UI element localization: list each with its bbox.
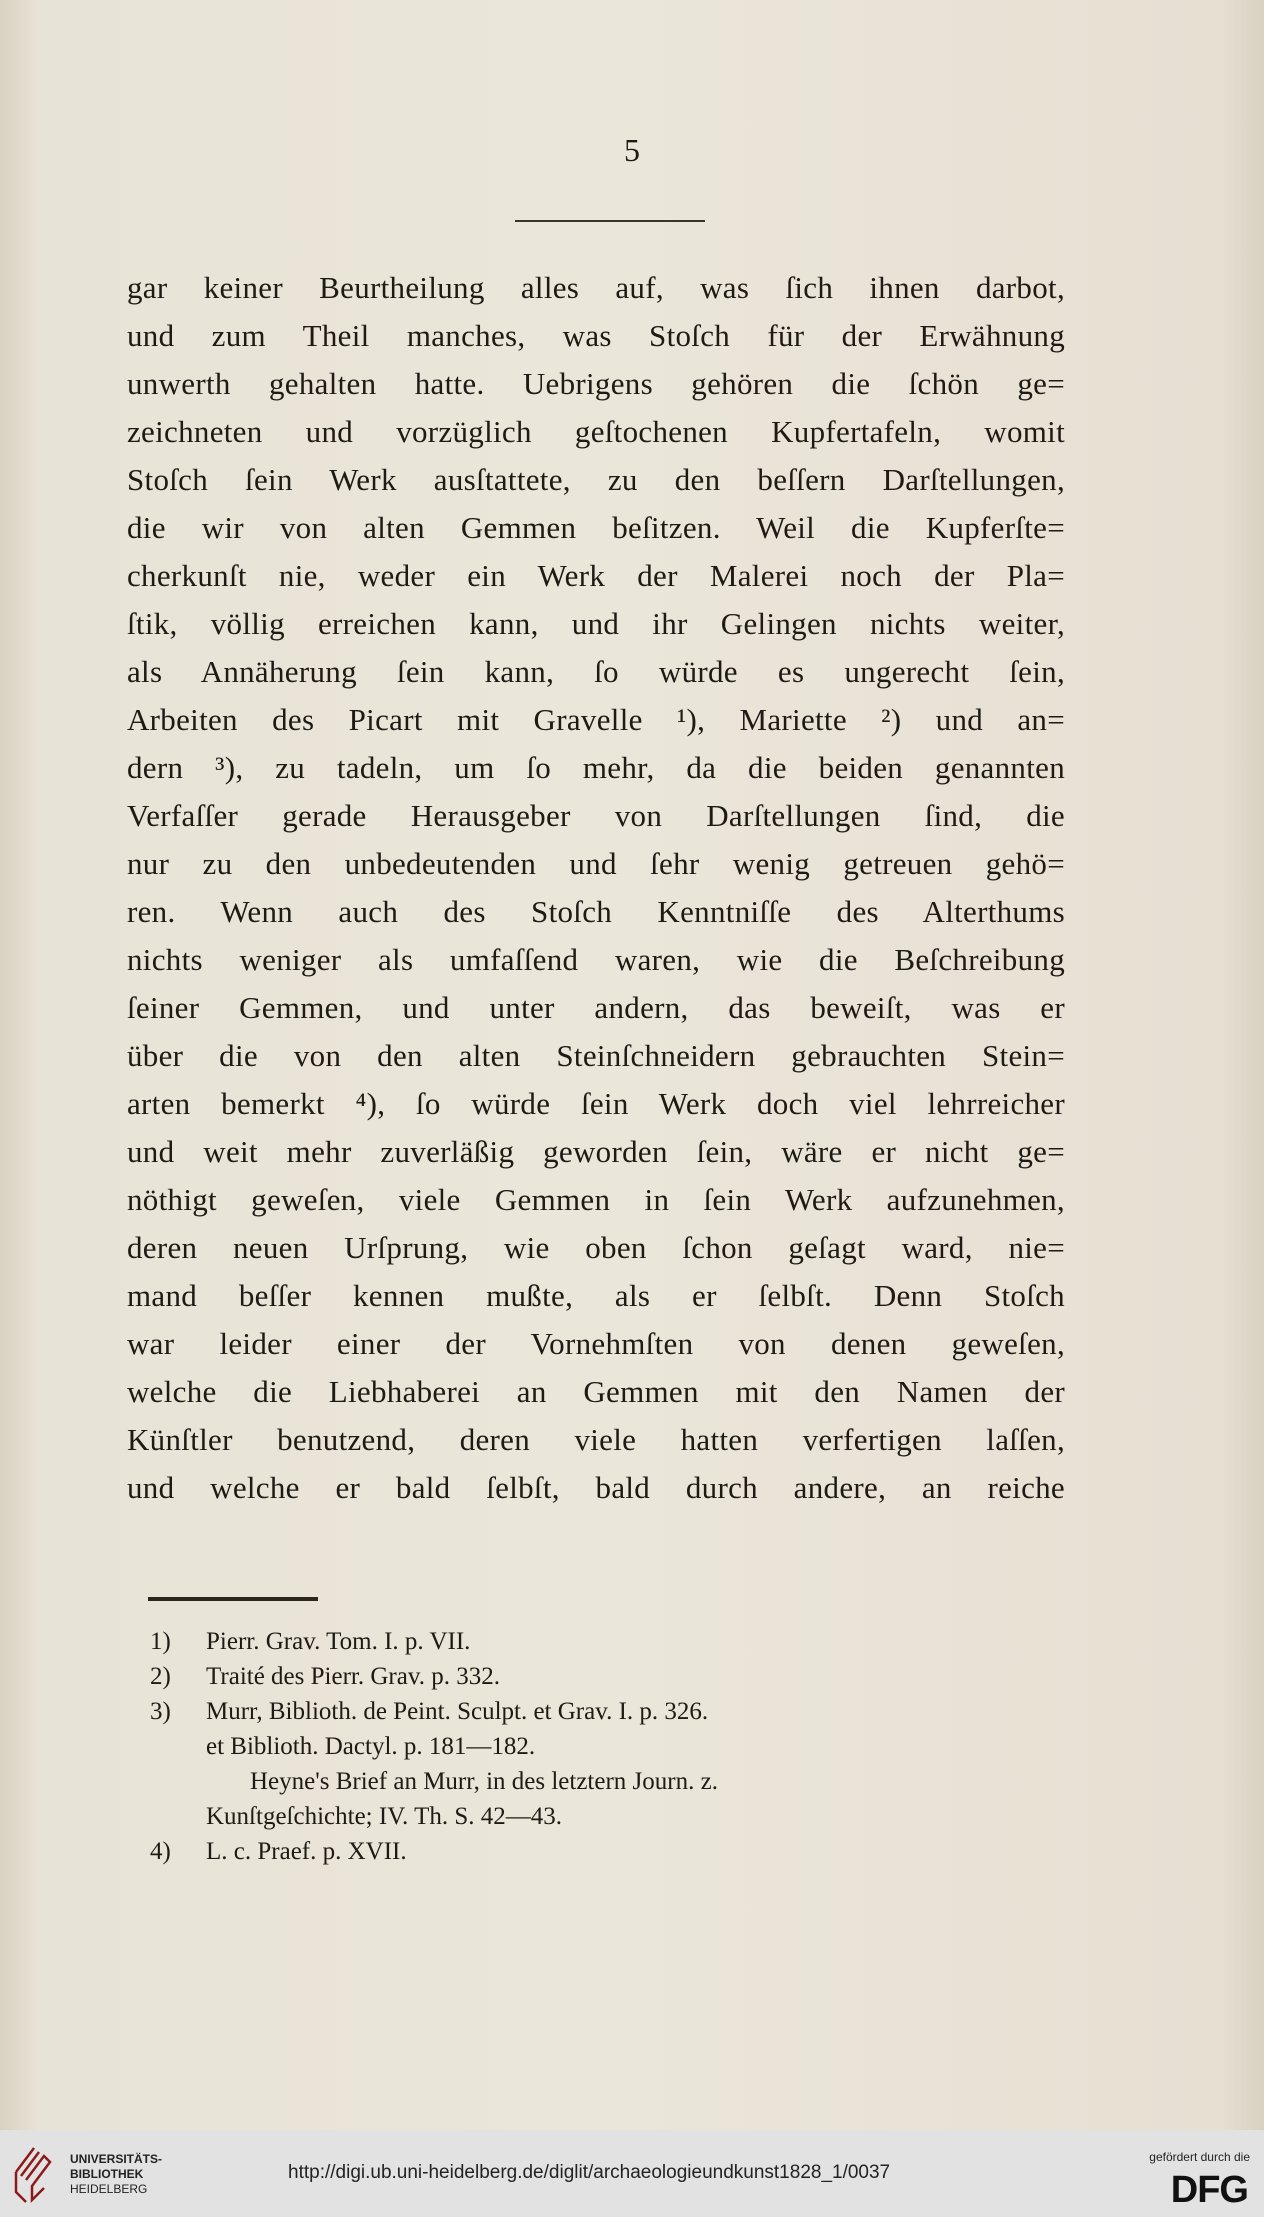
footnote-text: Pierr. Grav. Tom. I. p. VII. [206,1628,471,1655]
body-text [127,264,1065,1512]
text-line: welche die Liebhaberei an Gemmen mit den Namen der [127,1374,1065,1409]
footer-bar [0,2130,1264,2217]
text-line: über die von den alten Steinſchneidern gebrauchten Stein= [127,1038,1065,1073]
footnote-continuation [150,1729,1050,1764]
text-line: Stoſch ſein Werk ausſtattete, zu den beſſern Darſtellungen, [127,462,1065,497]
footnote-text: Murr, Biblioth. de Peint. Sculpt. et Grav. I. p. 326. [206,1698,709,1725]
text-line: nichts weniger als umfaſſend waren, wie die Beſchreibung [127,942,1065,977]
text-line: und zum Theil manches, was Stoſch für der Erwähnung [127,318,1065,353]
footnote-rule [148,1597,318,1601]
footnote-number: 1) [150,1628,171,1655]
page-url[interactable]: http://digi.ub.uni-heidelberg.de/diglit/archaeologieundkunst1828_1/0037 [288,2162,891,2183]
footnote-continuation [150,1799,1050,1834]
funded-by-label: gefördert durch die [1149,2150,1250,2164]
text-line: die wir von alten Gemmen beſitzen. Weil die Kupferſte= [127,510,1065,545]
library-name-line: UNIVERSITÄTS- [70,2152,163,2166]
footnote-continuation [150,1764,1050,1799]
text-line: arten bemerkt ⁴), ſo würde ſein Werk doch viel lehrreicher [127,1086,1065,1121]
footnote-text: Traité des Pierr. Grav. p. 332. [206,1663,500,1690]
text-line: und welche er bald ſelbſt, bald durch andere, an reiche [127,1470,1065,1505]
text-line: deren neuen Urſprung, wie oben ſchon geſagt ward, nie= [127,1230,1065,1265]
text-line: zeichneten und vorzüglich geſtochenen Kupfertafeln, womit [127,414,1065,449]
footnotes [150,1624,1050,1869]
footnote [150,1624,1050,1659]
header-rule [515,220,705,222]
text-line: Arbeiten des Picart mit Gravelle ¹), Mariette ²) und an= [127,702,1065,737]
footnote-number: 4) [150,1838,171,1865]
text-line: nöthigt geweſen, viele Gemmen in ſein Werk aufzunehmen, [127,1182,1065,1217]
text-line: als Annäherung ſein kann, ſo würde es ungerecht ſein, [127,654,1065,689]
footnote-text: Kunſtgeſchichte; IV. Th. S. 42—43. [206,1803,562,1830]
footnote-number: 3) [150,1698,171,1725]
text-line: ren. Wenn auch des Stoſch Kenntniſſe des Alterthums [127,894,1065,929]
footnote [150,1834,1050,1869]
library-name-line: BIBLIOTHEK [70,2167,144,2181]
text-line: nur zu den unbedeutenden und ſehr wenig getreuen gehö= [127,846,1065,881]
footnote-text: L. c. Praef. p. XVII. [206,1838,407,1865]
university-library-logo-icon [12,2142,62,2204]
text-line: ſtik, völlig erreichen kann, und ihr Gelingen nichts weiter, [127,606,1065,641]
footnote-number: 2) [150,1663,171,1690]
text-line: war leider einer der Vornehmſten von denen geweſen, [127,1326,1065,1361]
dfg-logo: DFG [1170,2169,1248,2211]
footnote [150,1694,1050,1729]
text-line: gar keiner Beurtheilung alles auf, was ſich ihnen darbot, [127,270,1065,305]
text-line: und weit mehr zuverläßig geworden ſein, wäre er nicht ge= [127,1134,1065,1169]
text-line: mand beſſer kennen mußte, als er ſelbſt. Denn Stoſch [127,1278,1065,1313]
footnote-text: et Biblioth. Dactyl. p. 181—182. [206,1733,536,1760]
footnote-text: Heyne's Brief an Murr, in des letztern Journ. z. [250,1768,718,1795]
library-name [70,2152,162,2197]
page-number: 5 [624,132,640,168]
footnote [150,1659,1050,1694]
text-line: cherkunſt nie, weder ein Werk der Malerei noch der Pla= [127,558,1065,593]
text-line: Künſtler benutzend, deren viele hatten verfertigen laſſen, [127,1422,1065,1457]
text-line: dern ³), zu tadeln, um ſo mehr, da die beiden genannten [127,750,1065,785]
text-line: unwerth gehalten hatte. Uebrigens gehören die ſchön ge= [127,366,1065,401]
text-line: Verfaſſer gerade Herausgeber von Darſtellungen ſind, die [127,798,1065,833]
library-name-line: HEIDELBERG [70,2182,148,2196]
text-line: ſeiner Gemmen, und unter andern, das beweiſt, was er [127,990,1065,1025]
